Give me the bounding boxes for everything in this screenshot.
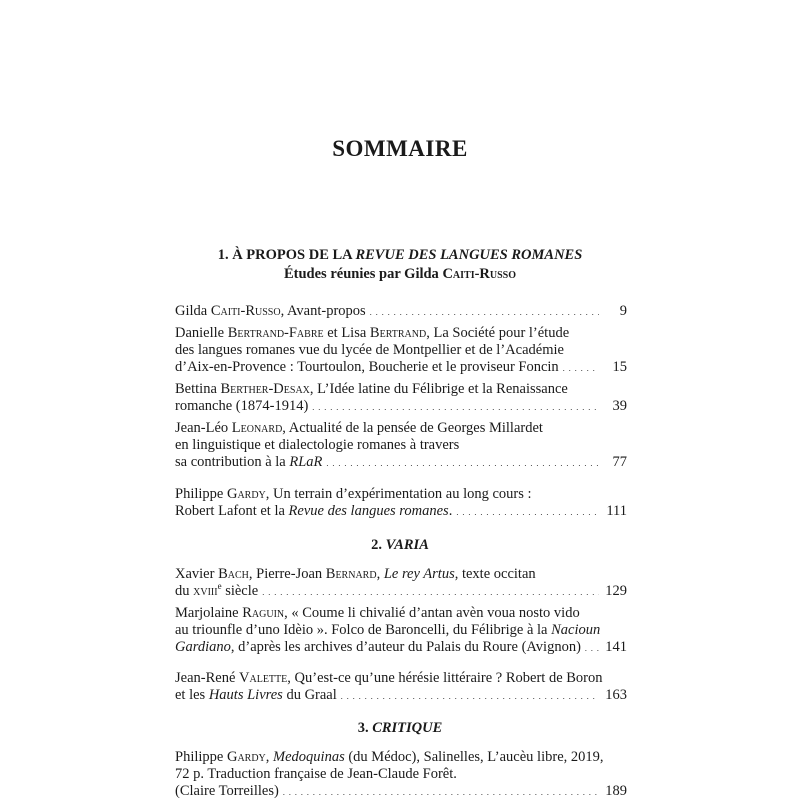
entry-line [175, 325, 627, 342]
section-heading-text: À PROPOS DE LA [232, 247, 352, 263]
entry-line [175, 359, 627, 377]
dot-leader [341, 687, 599, 705]
entry-line [175, 303, 627, 321]
entry-line [175, 381, 627, 398]
dot-leader [585, 639, 599, 657]
entry-page-number: 111 [606, 503, 627, 519]
entry-page-number: 77 [612, 454, 627, 470]
entry-title: , Actualité de la pensée de Georges Millardet [282, 420, 543, 436]
entry-title-continued: Gardiano, d’après les archives d’auteur du Palais du Roure (Avignon) [175, 639, 581, 655]
entry-title: , Un terrain d’expérimentation au long cours : [265, 486, 532, 502]
section-number: 1. [217, 247, 229, 263]
entry-author: Philippe Gardy [175, 486, 266, 502]
entry-line [175, 486, 627, 503]
toc-entry [175, 325, 627, 377]
toc-entry [175, 420, 627, 472]
entry-line [175, 583, 627, 601]
page-title: SOMMAIRE [332, 136, 468, 161]
entry-line [175, 398, 627, 416]
entry-title: , Medoquinas (du Médoc), Salinelles, L’aucèu libre, 2019, [265, 749, 604, 765]
entry-title-continued: du xviii$^e$ siècle [175, 581, 259, 599]
section-number: 2. [371, 537, 382, 553]
entry-page-number: 163 [605, 687, 627, 703]
dot-leader [370, 303, 599, 321]
dot-leader [563, 359, 599, 377]
entry-line [175, 605, 627, 622]
entry-line: en linguistique et dialectologie romanes à travers [175, 437, 460, 453]
dot-leader [283, 783, 599, 801]
entry-line [175, 749, 627, 766]
entry-line [175, 687, 627, 705]
entry-reviewer: (Claire Torreilles) [175, 783, 279, 799]
entry-author: Jean-Léo Leonard [175, 420, 283, 436]
entry-author: Xavier Bach, Pierre-Joan Bernard [175, 566, 377, 582]
entry-author: Bettina Berther-Desax [175, 381, 310, 397]
toc-entry [175, 749, 627, 801]
toc-entry [175, 486, 627, 521]
entry-title: , « Coume li chivalié d’antan avèn voua nosto vido [284, 605, 580, 621]
entry-title-continued: et les Hauts Livres du Graal [175, 687, 337, 703]
section-number: 3. [357, 720, 369, 736]
entry-page-number: 9 [619, 303, 627, 319]
entry-line [175, 503, 627, 521]
entry-author: Jean-René Valette [175, 670, 288, 686]
toc-entry [175, 381, 627, 416]
toc-entry [175, 303, 627, 321]
dot-leader [456, 503, 599, 521]
entry-title-continued: d’Aix-en-Provence : Tourtoulon, Boucherie et le proviseur Foncin [175, 359, 559, 375]
entry-title: , L’Idée latine du Félibrige et la Renaissance [309, 381, 568, 397]
entry-page-number: 129 [605, 583, 627, 599]
entry-page-number: 39 [612, 398, 627, 414]
entry-page-number: 15 [612, 359, 627, 375]
entry-line: des langues romanes vue du lycée de Montpellier et de l’Académie [175, 342, 564, 358]
entry-title: , Le rey Artus, texte occitan [376, 566, 536, 582]
entry-line [175, 783, 627, 801]
section-subtitle-1 [0, 266, 800, 283]
entry-line [175, 639, 627, 657]
entry-title-continued: Robert Lafont et la Revue des langues romanes. [175, 503, 453, 519]
subtitle-text: Études réunies par Gilda [283, 266, 439, 282]
entry-author: Danielle Bertrand-Fabre et Lisa Bertrand [175, 325, 427, 341]
dot-leader [326, 454, 599, 472]
section-heading-title: CRITIQUE [372, 720, 443, 736]
entry-line: 72 p. Traduction française de Jean-Claude Forêt. [175, 766, 457, 782]
entry-title-continued: sa contribution à la RLaR [175, 454, 323, 470]
entry-title: , Qu’est-ce qu’une hérésie littéraire ? Robert de Boron [287, 670, 603, 686]
entry-title-continued: romanche (1874-1914) [175, 398, 309, 414]
toc-entry [175, 605, 627, 657]
entry-title: , La Société pour l’étude [426, 325, 570, 341]
entry-line: au triounfle d’uno Idèio ». Folco de Baroncelli, du Félibrige à la Nacioun [175, 622, 601, 638]
entry-page-number: 189 [605, 783, 627, 799]
entry-line [175, 670, 627, 687]
section-heading-1 [0, 247, 800, 264]
entry-page-number: 141 [605, 639, 627, 655]
section-heading-title: REVUE DES LANGUES ROMANES [355, 247, 583, 263]
subtitle-editor-name: Caiti-Russo [442, 266, 517, 282]
entry-line [175, 566, 627, 583]
dot-leader [262, 583, 599, 601]
entry-line [175, 454, 627, 472]
entry-author: Philippe Gardy [175, 749, 266, 765]
entry-author: Marjolaine Raguin [175, 605, 285, 621]
toc-entry [175, 566, 627, 601]
entry-line [175, 420, 627, 437]
toc-entry [175, 670, 627, 705]
section-heading-3 [0, 720, 800, 737]
entry-author: Gilda Caiti-Russo [175, 303, 281, 319]
entry-title: , Avant-propos [280, 303, 366, 319]
section-heading-title: VARIA [385, 537, 429, 553]
section-heading-2 [0, 537, 800, 554]
dot-leader [312, 398, 599, 416]
